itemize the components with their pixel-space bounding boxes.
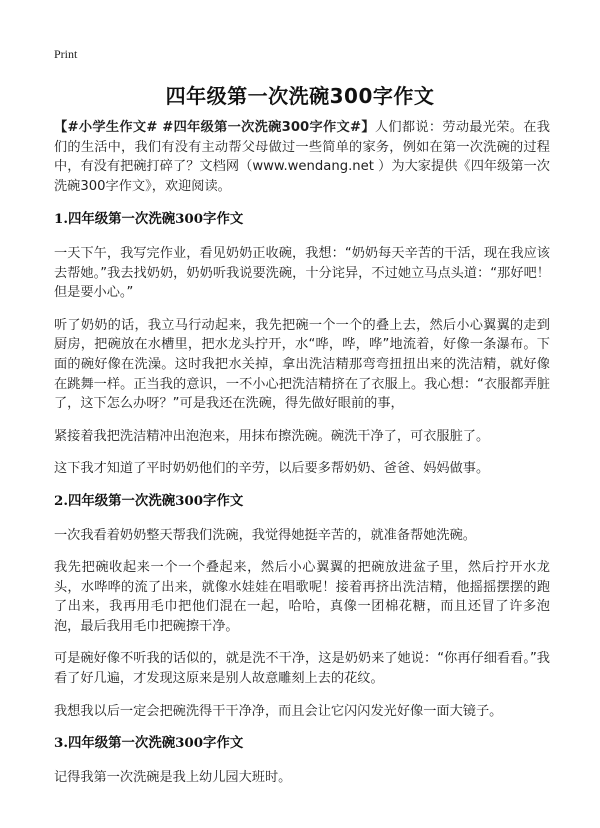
intro-paragraph (54, 118, 550, 196)
print-label: Print (54, 47, 78, 61)
article-body (54, 118, 550, 800)
section-heading-1: 1.四年级第一次洗碗300字作文 (54, 211, 244, 228)
section-1-paragraph-4: 这下我才知道了平时奶奶他们的辛劳，以后要多帮奶奶、爸爸、妈妈做事。 (54, 461, 490, 477)
section-2-paragraph-3: 可是碗好像不听我的话似的，就是洗不干净，这是奶奶来了她说：“你再仔细看看。”我看了好几遍，才发现这原来是别人故意雕刻上去的花纹。 (54, 651, 550, 687)
section-2-paragraph-1: 一次我看着奶奶整天帮我们洗碗，我觉得她挺辛苦的，就准备帮她洗碗。 (54, 527, 476, 543)
section-2-paragraph-4: 我想我以后一定会把碗洗得干干净净，而且会让它闪闪发光好像一面大镜子。 (54, 703, 503, 719)
section-heading-3: 3.四年级第一次洗碗300字作文 (54, 735, 244, 752)
section-3-paragraph-1: 记得我第一次洗碗是我上幼儿园大班时。 (54, 769, 292, 785)
section-heading-2: 2.四年级第一次洗碗300字作文 (54, 492, 244, 509)
section-2-paragraph-2: 我先把碗收起来一个一个叠起来，然后小心翼翼的把碗放进盆子里，然后拧开水龙头，水哗哗的流了出来，就像水娃娃在唱歌呢！接着再挤出洗洁精，他摇摇摆摆的跑了出来，我再用毛巾把他们混在一起，哈哈，真像一团棉花糖，而且还冒了许多泡泡，最后我用毛巾把碗擦干净。 (54, 560, 550, 634)
section-1-paragraph-1: 一天下午，我写完作业，看见奶奶正收碗，我想：“奶奶每天辛苦的干活，现在我应该去帮她。”我去找奶奶，奶奶听我说要洗碗，十分诧异，不过她立马点头道：“那好吧！但是要小心。” (54, 245, 550, 301)
intro-tags: 【#小学生作文# #四年级第一次洗碗300字作文#】 (54, 120, 375, 135)
section-1-paragraph-2: 听了奶奶的话，我立马行动起来，我先把碗一个一个的叠上去，然后小心翼翼的走到厨房，把碗放在水槽里，把水龙头拧开，水“哗，哗，哗”地流着，好像一条瀑布。下面的碗好像在洗澡。这时我把水关掉，拿出洗洁精那弯弯扭扭出来的洗洁精，就好像在跳舞一样。正当我的意识，一不小心把洗洁精挤在了衣服上。我心想：“衣服都弄脏了，这下怎么办呀？”可是我还在洗碗，得先做好眼前的事， (54, 317, 550, 412)
section-1-paragraph-3: 紧接着我把洗洁精冲出泡泡来，用抹布擦洗碗。碗洗干净了，可衣服脏了。 (54, 428, 490, 444)
intro-text: 人们都说：劳动最光荣。在我们的生活中，我们有没有主动帮父母做过一些简单的家务，例如在第一次洗碗的过程中，有没有把碗打碎了？文档网（www.wendang.net ）为大家提供《四年级第一次洗碗300字作文》，欢迎阅读。 (54, 120, 550, 194)
page-title: 四年级第一次洗碗300字作文 (165, 84, 435, 108)
